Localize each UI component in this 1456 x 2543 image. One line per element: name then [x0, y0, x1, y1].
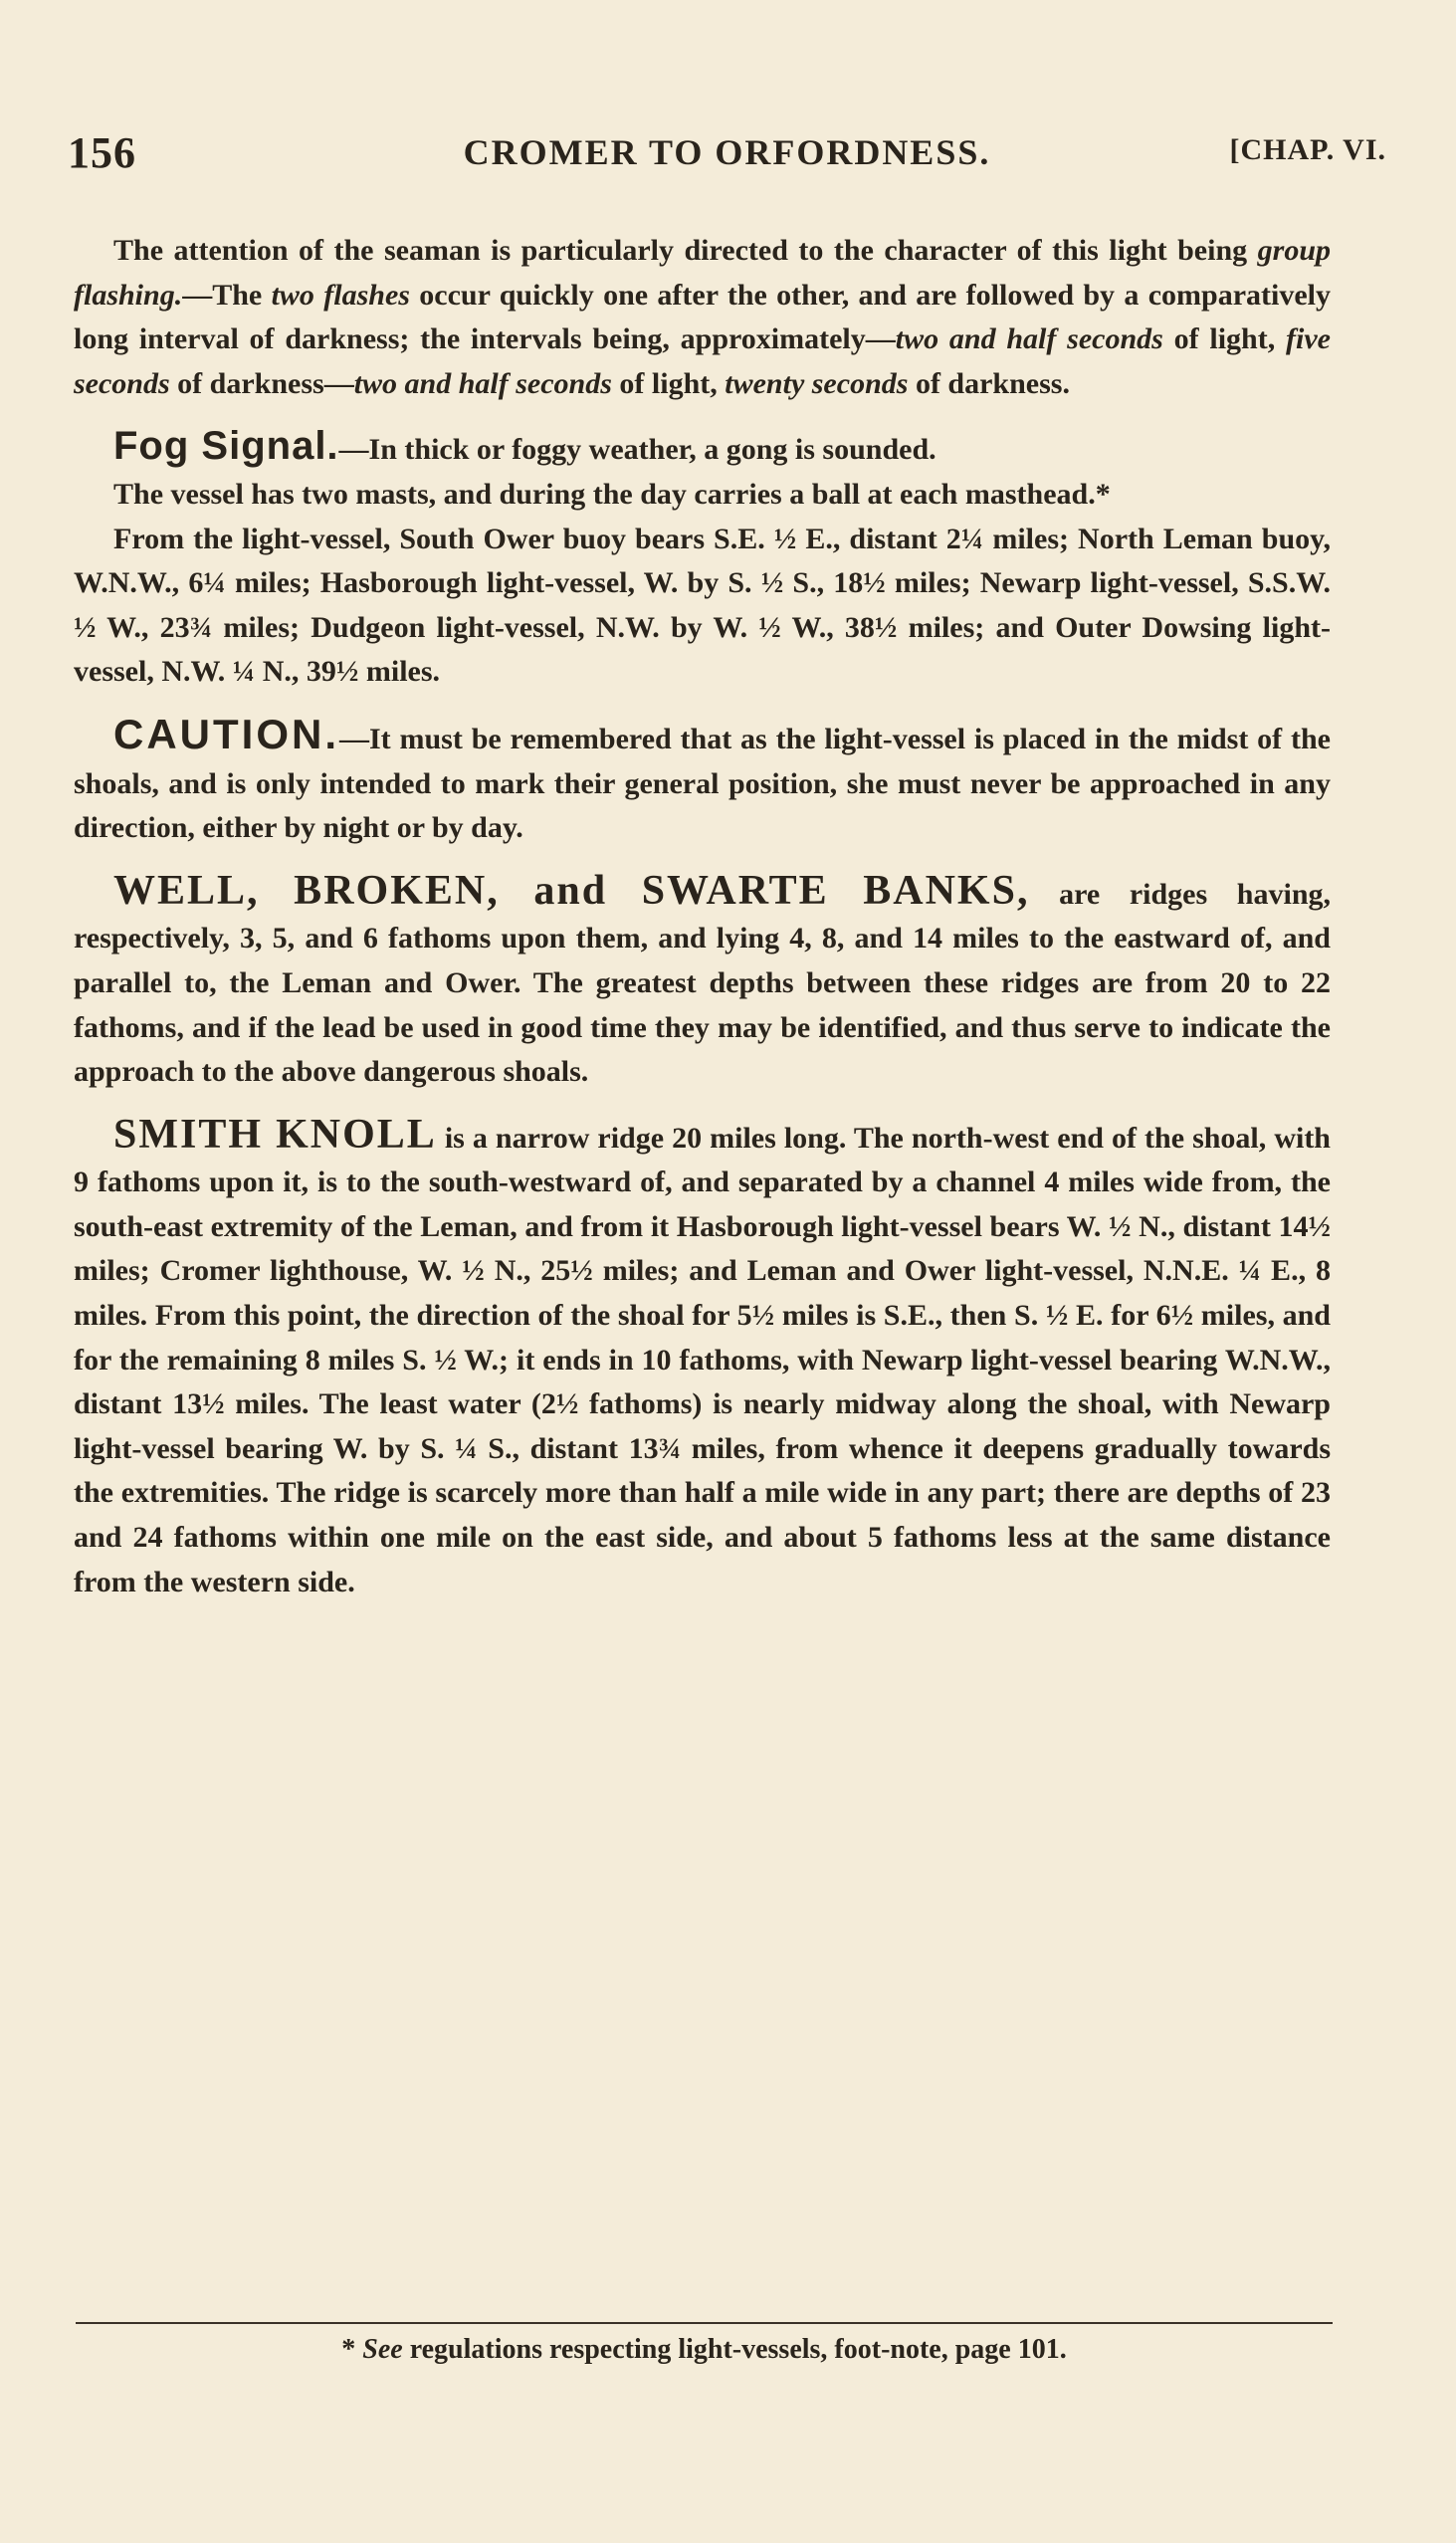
smith-knoll-heading: SMITH KNOLL — [113, 1111, 437, 1158]
paragraph-banks — [74, 869, 1331, 1095]
text-run: —The — [182, 278, 272, 312]
text-run: are ridges having, respectively, 3, 5, and 6 fathoms upon them, and lying 4, 8, and 14 miles to the eastward of, and parallel to, the Leman and Ower. The greatest depths between these ridges are from 20 to 22 fathoms, and if the lead be used in good time they may be identified, and thus serve to indicate the approach to the above dangerous shoals. — [74, 877, 1332, 1089]
body-text — [74, 229, 1331, 1604]
text-run: is a narrow ridge 20 miles long. The north-west end of the shoal, with 9 fathoms upon it, is to the south-westward of, and separated by a channel 4 miles wide from, the south-east extremity of the Leman, and from it Hasborough light-vessel bears W. ½ N., distant 14½ miles; Cromer lighthouse, W. ½ N., 25½ miles; and Leman and Ower light-vessel, N.N.E. ¼ E., 8 miles. From this point, the direction of the shoal for 5½ miles is S.E., then S. ½ E. for 6½ miles, and for the remaining 8 miles S. ½ W.; it ends in 10 fathoms, with Newarp light-vessel bearing W.N.W., distant 13½ miles. The least water (2½ fathoms) is nearly midway along the shoal, with Newarp light-vessel bearing W. by S. ¼ S., distant 13¾ miles, from whence it deepens gradually towards the extremities. The ridge is scarcely more than half a mile wide in any part; there are depths of 23 and 24 fathoms within one mile on the east side, and about 5 fathoms less at the same distance from the western side. — [74, 1121, 1331, 1598]
text-run: of darkness— — [169, 366, 354, 400]
paragraph-smith-knoll — [74, 1113, 1331, 1605]
footnote-see: See — [362, 2334, 403, 2365]
emphasis-two-flashes: two flashes — [271, 278, 410, 312]
text-run: of light, — [1162, 322, 1287, 356]
footnote-rule — [76, 2322, 1333, 2324]
footnote-marker: * — [341, 2334, 363, 2365]
text-run: —It must be remembered that as the light-vessel is placed in the midst of the shoals, and is only intended to mark their general position, she must never be approached in any direction, either by night or by day. — [74, 722, 1331, 845]
running-header — [68, 127, 1386, 187]
emphasis-interval: twenty seconds — [725, 366, 909, 400]
text-run: occur quickly one after the other, and are followed by a comparatively long interval of darkness; the intervals being, approximately— — [74, 278, 1331, 356]
text-run: of darkness. — [908, 366, 1070, 400]
paragraph-bearings: From the light-vessel, South Ower buoy bears S.E. ½ E., distant 2¼ miles; North Leman buoy, W.N.W., 6¼ miles; Hasborough light-vessel, W. by S. ½ S., 18½ miles; Newarp light-vessel, S.S.W. ½ W., 23¾ miles; Dudgeon light-vessel, N.W. by W. ½ W., 38½ miles; and Outer Dowsing light-vessel, N.W. ¼ N., 39½ miles. — [74, 522, 1331, 689]
text-run: —In thick or foggy weather, a gong is sounded. — [338, 433, 936, 467]
paragraph-vessel: The vessel has two masts, and during the day carries a ball at each masthead.* — [113, 477, 1111, 511]
paragraph-light-character — [74, 229, 1331, 406]
running-title: CROMER TO ORFORDNESS. — [463, 132, 991, 172]
text-run: of light, — [611, 366, 726, 400]
paragraph-fog-signal — [74, 424, 1331, 473]
emphasis-interval: five seconds — [74, 322, 1331, 400]
paragraph-caution — [74, 710, 1331, 851]
fog-signal-heading: Fog Signal. — [113, 424, 339, 469]
emphasis-interval: two and half seconds — [353, 366, 612, 400]
banks-heading: WELL, BROKEN, and SWARTE BANKS, — [113, 867, 1030, 914]
footnote-text: regulations respecting light-vessels, foot-note, page 101. — [402, 2334, 1067, 2365]
emphasis-interval: two and half seconds — [895, 322, 1163, 356]
footnote — [76, 2334, 1333, 2366]
page-number: 156 — [68, 128, 136, 177]
text-run: The attention of the seaman is particularly directed to the character of this light being — [113, 234, 1258, 267]
chapter-label: [CHAP. VI. — [1229, 133, 1386, 166]
caution-heading: CAUTION. — [113, 710, 339, 757]
emphasis-group-flashing: group flashing. — [74, 234, 1331, 312]
